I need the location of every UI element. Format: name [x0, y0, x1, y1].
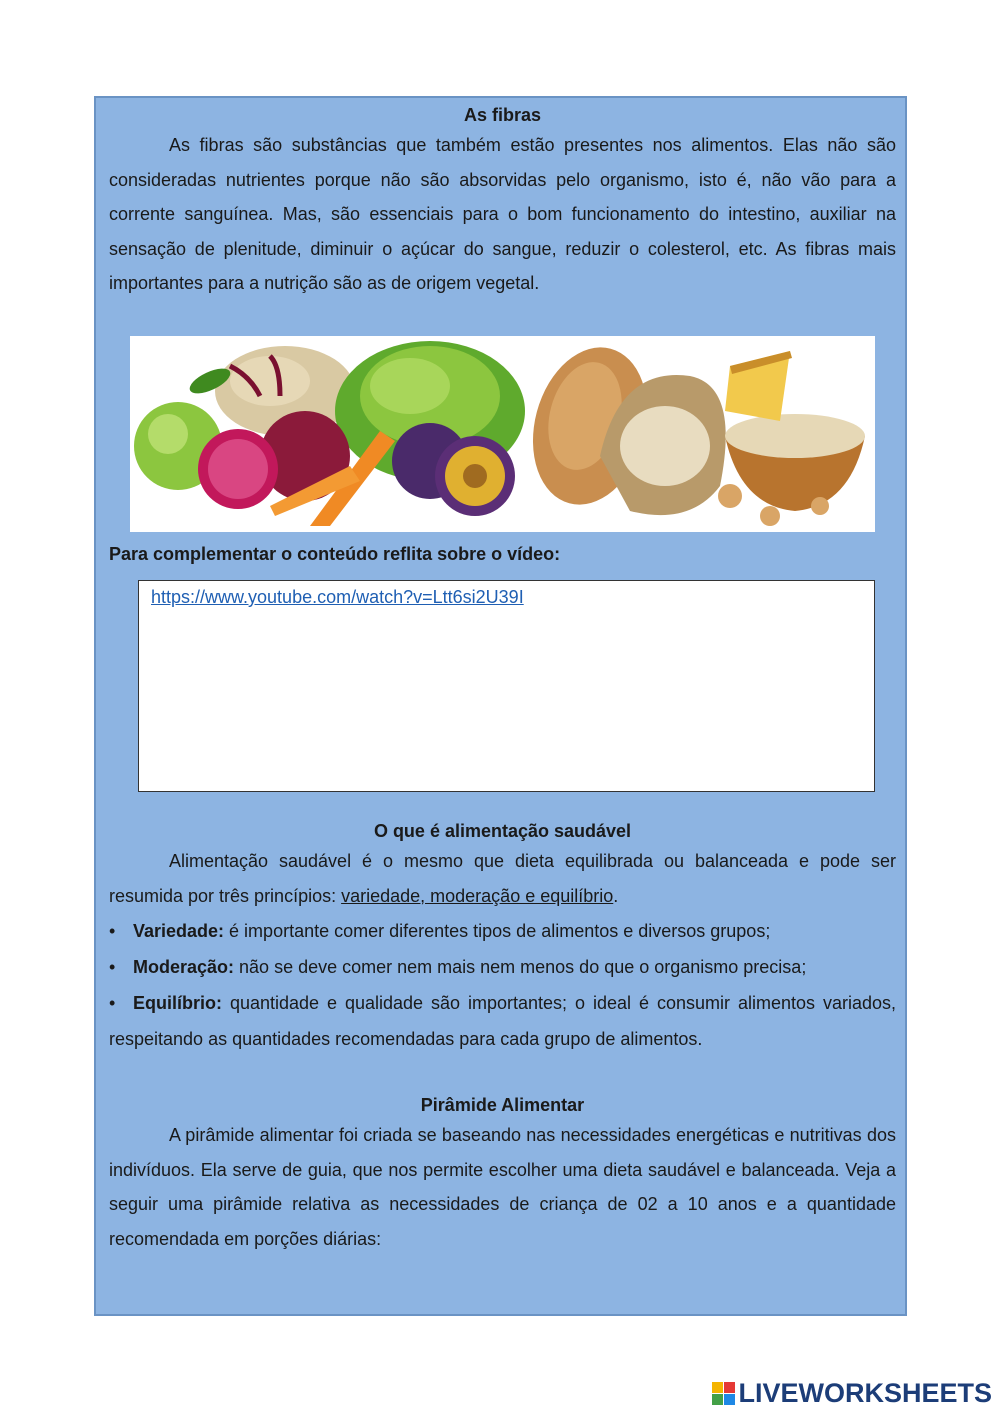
- bullet-term: Variedade:: [133, 921, 225, 941]
- bullet-icon: •: [109, 921, 116, 941]
- section-title-alimentacao: O que é alimentação saudável: [373, 821, 632, 841]
- alimentacao-intro-end: .: [613, 885, 619, 906]
- section-title-piramide: Pirâmide Alimentar: [420, 1095, 585, 1115]
- list-item: [109, 913, 896, 949]
- liveworksheets-brand: [712, 1378, 992, 1408]
- bullet-text: quantidade e qualidade são importantes; o ideal é consumir alimentos variados, respeitando as quantidades recomendadas para cada grupo de alimentos.: [109, 993, 896, 1049]
- youtube-link[interactable]: https://www.youtube.com/watch?v=Ltt6si2U39I: [151, 587, 524, 607]
- bullet-text: não se deve comer nem mais nem menos do que o organismo precisa;: [234, 957, 807, 977]
- section-title-fibras: As fibras: [463, 105, 542, 125]
- list-item: [109, 985, 896, 1057]
- piramide-paragraph: A pirâmide alimentar foi criada se baseando nas necessidades energéticas e nutritivas dos indivíduos. Ela serve de guia, que nos permite escolher uma dieta saudável e balanceada. Veja a seguir uma pirâmide relativa as necessidades de criança de 02 a 10 anos e a quantidade recomendada em porções diárias:: [109, 1125, 896, 1249]
- content-panel: [94, 96, 907, 1316]
- video-link-box: [138, 580, 875, 792]
- text-column: [109, 98, 896, 301]
- pyramid-section: [109, 1094, 896, 1256]
- bullet-icon: •: [109, 957, 116, 977]
- bullet-text: é importante comer diferentes tipos de alimentos e diversos grupos;: [224, 921, 771, 941]
- principles-list: [109, 913, 896, 1057]
- alimentacao-paragraph: [109, 844, 896, 913]
- brand-name: LIVEWORKSHEETS: [738, 1377, 992, 1408]
- list-item: [109, 949, 896, 985]
- alimentacao-intro: Alimentação saudável é o mesmo que dieta equilibrada ou balanceada e pode ser resumida por três princípios:: [109, 851, 896, 906]
- fiber-foods-image: [130, 336, 875, 532]
- healthy-eating-section: [109, 820, 896, 1057]
- bullet-term: Moderação:: [133, 957, 235, 977]
- principles-underlined: variedade, moderação e equilíbrio: [341, 885, 614, 906]
- fibras-paragraph: As fibras são substâncias que também estão presentes nos alimentos. Elas não são consideradas nutrientes porque não são absorvidas pelo organismo, isto é, não vão para a corrente sanguínea. Mas, são essenciais para o bom funcionamento do intestino, auxiliar na sensação de plenitude, diminuir o açúcar do sangue, reduzir o colesterol, etc. As fibras mais importantes para a nutrição são as de origem vegetal.: [109, 135, 896, 293]
- bullet-icon: •: [109, 993, 116, 1013]
- bullet-term: Equilíbrio:: [133, 993, 222, 1013]
- liveworksheets-logo-icon: [712, 1382, 735, 1405]
- video-prompt-label: Para complementar o conteúdo reflita sobre o vídeo:: [109, 544, 561, 564]
